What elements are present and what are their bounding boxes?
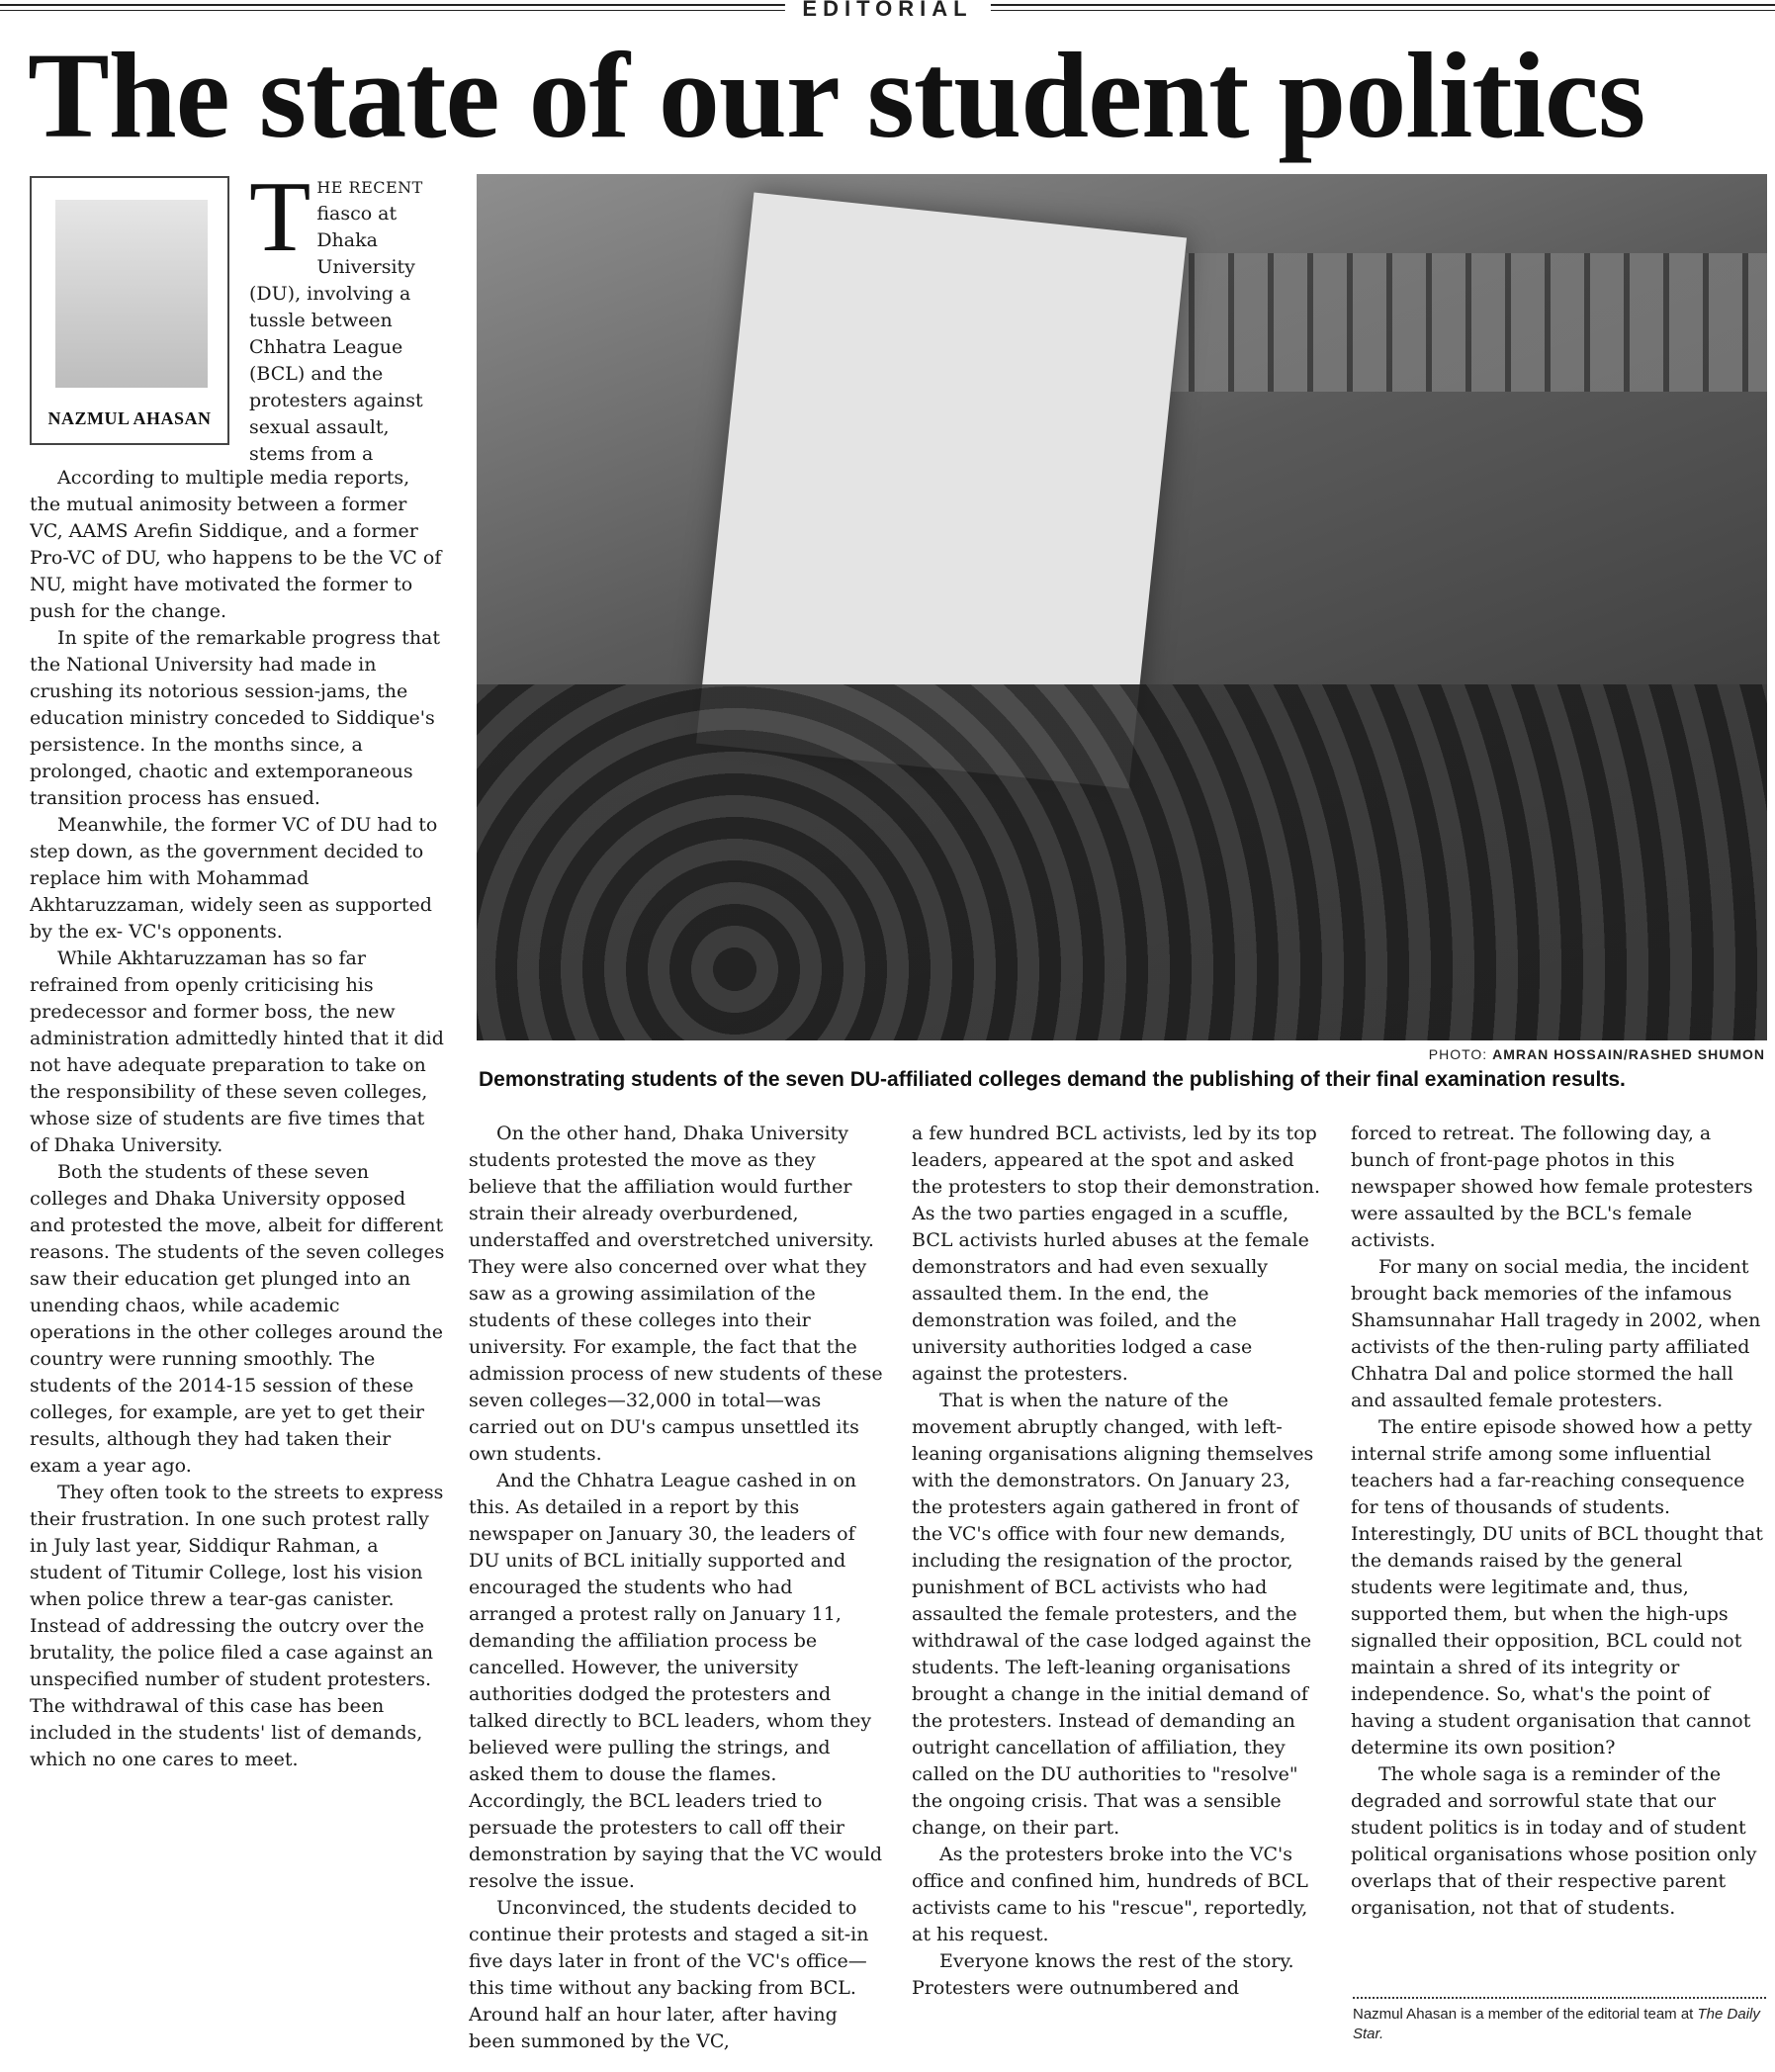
paragraph: Everyone knows the rest of the story. Protesters were outnumbered and [912,1950,1294,1999]
paragraph: Unconvinced, the students decided to continue their protests and staged a sit-in five days later in front of the VC's office—this time without any backing from BCL. Around half an hour later, after having been summoned by the VC, [469,1897,869,2052]
author-bio-paper: The Daily Star. [1353,2006,1760,2042]
section-rule [0,0,1775,21]
author-box [30,176,229,445]
paragraph: According to multiple media reports, the mutual animosity between a former VC, AAMS Arefin Siddique, and a former Pro-VC of DU, who happens to be the VC of NU, might have motivated the former to push for the change. [30,467,442,622]
photo-caption: Demonstrating students of the seven DU-affiliated colleges demand the publishing of their final examination results. [479,1068,1626,1091]
photo-crowd [477,684,1767,1040]
drop-cap: T [249,174,311,273]
paragraph: While Akhtaruzzaman has so far refrained from openly criticising his predecessor and former boss, the new administration admittedly hinted that it did not have adequate preparation to take on the responsibility of these seven colleges, whose size of students are five times that of Dhaka University. [30,947,444,1156]
paragraph: For many on social media, the incident brought back memories of the infamous Shamsunnahar Hall tragedy in 2002, when activists of the then-ruling party affiliated Chhatra Dal and police stormed the hall and assaulted female protesters. [1351,1256,1761,1411]
intro-lead-caps: HE RECENT [316,178,423,197]
photo-credit-names: AMRAN HOSSAIN/RASHED SHUMON [1492,1046,1765,1062]
paragraph: In spite of the remarkable progress that the National University had made in crushing its notorious session-jams, the education ministry conceded to Siddique's persistence. In the months since, a prolonged, chaotic and extemporaneous transition process has ensued. [30,627,441,809]
intro-text: fiasco at Dhaka University (DU), involving a tussle between Chhatra League (BCL) and the protesters against sexual assault, stems from a [249,203,423,465]
paragraph: forced to retreat. The following day, a bunch of front-page photos in this newspaper showed how female protesters were assaulted by the BCL's female activists. [1351,1123,1753,1251]
paragraph: Both the students of these seven colleges and Dhaka University opposed and protested the move, albeit for different reasons. The students of the seven colleges saw their education get plunged into an unending chaos, while academic operations in the other colleges around the country were running smoothly. The students of the 2014-15 session of these colleges, for example, are yet to get their results, although they had taken their exam a year ago. [30,1161,445,1477]
paragraph: The whole saga is a reminder of the degraded and sorrowful state that our student politics is in today and of student political organisations whose position only overlaps that of their respective parent organisation, not that of students. [1351,1763,1757,1919]
paragraph: That is when the nature of the movement abruptly changed, with left-leaning organisations aligning themselves with the demonstrators. On January 23, the protesters again gathered in front of the VC's office with four new demands, including the resignation of the proctor, punishment of BCL activists who had assaulted the female protesters, and the withdrawal of the case lodged against the students. The left-leaning organisations brought a change in the initial demand of the protesters. Instead of demanding an outright cancellation of affiliation, they called on the DU authorities to "resolve" the ongoing crisis. That was a sensible change, on their part. [912,1390,1314,1839]
column-1 [30,465,445,2072]
author-bio [1353,2005,1766,2044]
paragraph: And the Chhatra League cashed in on this. As detailed in a report by this newspaper on January 30, the leaders of DU units of BCL initially supported and encouraged the students who had arranged a protest rally on January 11, demanding the affiliation process be cancelled. However, the university authorities dodged the protesters and talked directly to BCL leaders, whom they believed were pulling the strings, and asked them to douse the flames. Accordingly, the BCL leaders tried to persuade the protesters to call off their demonstration by saying that the VC would resolve the issue. [469,1470,883,1892]
protest-photo [477,174,1767,1040]
author-name: NAZMUL AHASAN [47,408,212,428]
author-bio-text: Nazmul Ahasan is a member of the editorial team at [1353,2006,1694,2023]
column-4 [1351,1121,1766,1991]
paragraph: As the protesters broke into the VC's office and confined him, hundreds of BCL activists came to his "rescue", reportedly, at his request. [912,1844,1308,1945]
paragraph: The entire episode showed how a petty internal strife among some influential teachers had a far-reaching consequence for tens of thousands of students. Interestingly, DU units of BCL thought that the demands raised by the general students were legitimate and, thus, supported them, but when the high-ups signalled their opposition, BCL could not maintain a shred of its integrity or independence. So, what's the point of having a student organisation that cannot determine its own position? [1351,1416,1763,1758]
column-3 [912,1121,1327,2072]
column-2 [469,1121,884,2072]
section-label: EDITORIAL [784,0,990,22]
paragraph: On the other hand, Dhaka University students protested the move as they believe that the affiliation would further strain their already overburdened, understaffed and overstretched university. They were also concerned over what they saw as a growing assimilation of the students of these colleges into their university. For example, the fact that the admission process of new students of these seven colleges—32,000 in total—was carried out on DU's campus unsettled its own students. [469,1123,883,1465]
author-photo [55,200,208,388]
intro-column [249,174,447,465]
bio-divider [1353,1997,1766,1999]
paragraph: a few hundred BCL activists, led by its top leaders, appeared at the spot and asked the protesters to stop their demonstration. As the two parties engaged in a scuffle, BCL activists hurled abuses at the female demonstrators and had even sexually assaulted them. In the end, the demonstration was foiled, and the university authorities lodged a case against the protesters. [912,1123,1320,1385]
paragraph: They often took to the streets to express their frustration. In one such protest rally in July last year, Siddiqur Rahman, a student of Titumir College, lost his vision when police threw a tear-gas canister. Instead of addressing the outcry over the brutality, the police filed a case against an unspecified number of student protesters. The withdrawal of this case has been included in the students' list of demands, which no one cares to meet. [30,1482,444,1770]
photo-credit-label: PHOTO: [1428,1046,1488,1062]
headline: The state of our student politics [28,28,1645,163]
photo-credit [1429,1046,1765,1062]
paragraph: Meanwhile, the former VC of DU had to step down, as the government decided to replace him with Mohammad Akhtaruzzaman, widely seen as supported by the ex- VC's opponents. [30,814,438,943]
